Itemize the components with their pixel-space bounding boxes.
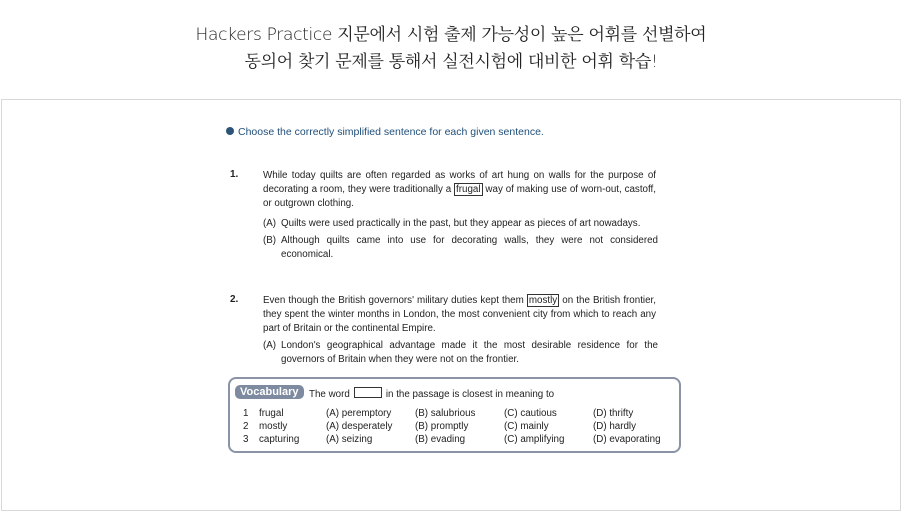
option-label: (A) <box>263 340 277 351</box>
option-b <box>263 234 658 262</box>
document-sample <box>2 100 900 510</box>
option-a <box>263 217 658 231</box>
row-number: 1 <box>243 408 249 419</box>
choice-c: (C) amplifying <box>504 434 565 445</box>
vocabulary-prompt <box>309 387 554 400</box>
question-text-before: Even though the British governors' military duties kept them <box>263 295 527 306</box>
option-text: Quilts were used practically in the past, but they appear as pieces of art nowadays. <box>281 218 641 229</box>
instruction <box>226 126 544 138</box>
question-number: 2. <box>230 294 239 305</box>
header-line-2: 동의어 찾기 문제를 통해서 실전시험에 대비한 어휘 학습! <box>244 52 658 72</box>
choice-d: (D) evaporating <box>593 434 661 445</box>
choice-a: (A) peremptory <box>326 408 392 419</box>
choice-d: (D) hardly <box>593 421 637 432</box>
choice-b: (B) promptly <box>415 421 469 432</box>
option-a <box>263 339 658 367</box>
vocabulary-box <box>228 377 681 453</box>
page-header <box>0 0 902 100</box>
header-line-1: Hackers Practice 지문에서 시험 출제 가능성이 높은 어휘를 선별하여 <box>195 25 707 45</box>
blank-box <box>354 387 382 398</box>
option-label: (B) <box>263 235 277 246</box>
question-text <box>263 169 656 211</box>
sample-page-panel <box>1 99 901 511</box>
vocabulary-tag: Vocabulary <box>235 385 304 399</box>
choice-b: (B) evading <box>415 434 466 445</box>
highlighted-word: frugal <box>456 184 481 195</box>
vocabulary-prompt-before: The word <box>309 389 350 400</box>
choice-c: (C) cautious <box>504 408 557 419</box>
vocabulary-prompt-after: in the passage is closest in meaning to <box>385 389 555 400</box>
option-label: (A) <box>263 218 277 229</box>
row-word: frugal <box>259 408 284 419</box>
question-text <box>263 294 656 336</box>
option-text: London's geographical advantage made it the most desirable residence for the governors of Britain when they were not on the frontier. <box>281 340 658 365</box>
choice-b: (B) salubrious <box>415 408 476 419</box>
choice-c: (C) mainly <box>504 421 549 432</box>
choice-a: (A) desperately <box>326 421 393 432</box>
highlighted-word: mostly <box>528 295 558 306</box>
question-number: 1. <box>230 169 239 180</box>
choice-a: (A) seizing <box>326 434 373 445</box>
question-text-after: on the British frontier, they spent the winter months in London, the most convenient city from which to reach any part of Britain or the continental Empire. <box>263 295 656 334</box>
question-text-after: way of making use of worn-out, castoff, or outgrown clothing. <box>263 184 656 209</box>
question-text-before: While today quilts are often regarded as works of art hung on walls for the purpose of decorating a room, they were traditionally a <box>263 170 656 195</box>
option-text: Although quilts came into use for decorating walls, they were not considered economical. <box>281 235 658 260</box>
row-word: capturing <box>259 434 300 445</box>
row-word: mostly <box>259 421 288 432</box>
row-number: 3 <box>243 434 249 445</box>
bullet-dot-icon <box>226 127 234 135</box>
row-number: 2 <box>243 421 249 432</box>
choice-d: (D) thrifty <box>593 408 634 419</box>
instruction-text: Choose the correctly simplified sentence for each given sentence. <box>238 126 544 138</box>
